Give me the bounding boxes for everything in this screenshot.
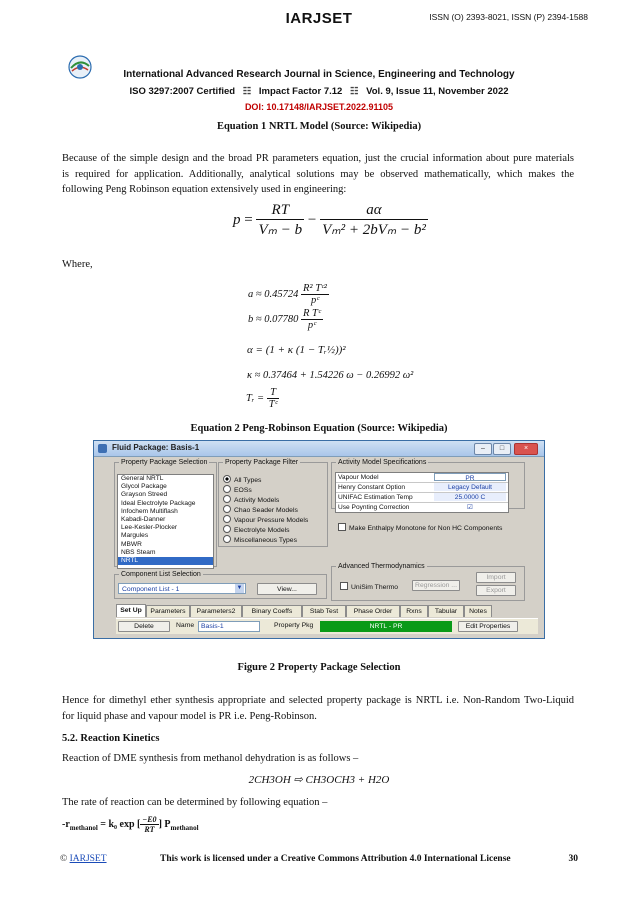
figure2-caption: Figure 2 Property Package Selection [237, 662, 401, 673]
pp-filter-legend: Property Package Filter [225, 459, 299, 466]
table-row[interactable]: Use Poynting Correction ☑ [336, 503, 508, 512]
where-label: Where, [62, 259, 93, 270]
unisim-checkbox[interactable]: UniSim Thermo [340, 582, 398, 591]
tab-notes[interactable]: Notes [464, 605, 492, 617]
list-item[interactable]: NBS Steam [121, 548, 156, 556]
text-line: following Peng Robinson equation extensively used in engineering: [62, 184, 347, 195]
delete-button[interactable]: Delete [118, 621, 170, 632]
journal-meta [0, 86, 638, 97]
list-item[interactable]: Ideal Electrolyte Package [121, 499, 196, 507]
tab-stab-test[interactable]: Stab Test [302, 605, 346, 617]
table-row[interactable]: Henry Constant Option Legacy Default [336, 483, 508, 493]
table-row[interactable]: UNIFAC Estimation Temp 25.0000 C [336, 493, 508, 503]
filter-radio-chao[interactable]: Chao Seader Models [223, 505, 298, 514]
radio-icon [223, 535, 231, 543]
window-titlebar [94, 441, 544, 457]
edit-properties-button[interactable]: Edit Properties [458, 621, 518, 632]
journal-brand: IARJSET [285, 10, 353, 27]
activity-grid [335, 472, 509, 513]
equation2-caption: Equation 2 Peng-Robinson Equation (Source: Wikipedia) [190, 423, 448, 434]
radio-icon [223, 525, 231, 533]
radio-icon [223, 515, 231, 523]
pp-label: Property Pkg [274, 622, 314, 629]
adv-thermo-group [331, 563, 525, 601]
export-button[interactable]: Export [476, 585, 516, 596]
pp-filter-group [218, 459, 328, 547]
text-line: Because of the simple design and the broad PR parameters equation, just the crucial information about pure materials [62, 153, 574, 164]
radio-checked-icon [223, 475, 231, 483]
copyright: © IARJSET [60, 854, 107, 864]
pr-equation: p = $\frac{RT}{\text{Vₘ − b}}$ − $\frac{a\alpha}{\text{Vₘ² + 2bVₘ − b²}}$ [233, 202, 426, 238]
param-b: b ≈ 0.07780 $\frac{\text{R Tᶜ}}{\text{pᶜ}}$ [248, 308, 321, 331]
name-label: Name [176, 622, 195, 629]
adv-thermo-legend: Advanced Thermodynamics [338, 563, 425, 570]
separator-icon: ☷ [349, 86, 359, 97]
list-item[interactable]: General NRTL [121, 475, 164, 482]
equation1-caption: Equation 1 NRTL Model (Source: Wikipedia) [216, 121, 422, 132]
journal-name: International Advanced Research Journal in Science, Engineering and Technology [123, 69, 515, 80]
reaction-equation: 2CH3OH ⇨ CH3OCH3 + H2O [248, 774, 390, 786]
rate-equation: $-r_{methanol} = k_0$ exp [ $\frac{-E0}{RT}$ ] $P_{methanol}$ [62, 815, 199, 834]
tab-parameters2[interactable]: Parameters2 [190, 605, 242, 617]
filter-radio-eos[interactable]: EOSs [223, 485, 252, 494]
bottom-bar [116, 618, 538, 634]
activity-specs-group [331, 459, 525, 509]
checkbox-icon [338, 523, 346, 531]
impact-factor: Impact Factor 7.12 [258, 86, 343, 97]
radio-icon [223, 495, 231, 503]
page-number: 30 [568, 854, 578, 864]
filter-radio-activity[interactable]: Activity Models [223, 495, 279, 504]
list-item[interactable]: Kabadi-Danner [121, 515, 166, 523]
activity-specs-legend: Activity Model Specifications [338, 459, 427, 466]
doi-link[interactable]: DOI: 10.17148/IARJSET.2022.91105 [244, 102, 394, 112]
enthalpy-checkbox[interactable]: Make Enthalpy Monotone for Non HC Components [338, 523, 502, 532]
table-row[interactable]: Vapour Model PR [336, 473, 508, 483]
param-alpha: α = (1 + κ (1 − Tᵣ½))² [247, 344, 346, 356]
paragraph-package-choice [62, 693, 574, 724]
view-button[interactable]: View... [257, 583, 317, 595]
param-tr: Tᵣ = $\frac{T}{\text{Tᶜ}}$ [246, 387, 278, 410]
filter-radio-all[interactable]: All Types [223, 475, 261, 484]
close-button[interactable]: × [514, 443, 538, 455]
param-kappa: κ ≈ 0.37464 + 1.54226 ω − 0.26992 ω² [247, 370, 414, 381]
fluid-package-window [93, 440, 545, 639]
list-item[interactable]: Lee-Kesler-Plocker [121, 524, 178, 532]
poynting-check-icon: ☑ [467, 504, 473, 511]
list-item-selected[interactable]: NRTL [118, 557, 213, 565]
radio-icon [223, 505, 231, 513]
component-list-legend: Component List Selection [121, 571, 201, 578]
tab-tabular[interactable]: Tabular [428, 605, 464, 617]
param-a: a ≈ 0.45724 $\frac{\text{R² Tᶜ²}}{\text{pᶜ}}$ [248, 283, 327, 306]
pp-selection-group [114, 459, 217, 567]
app-icon [98, 444, 107, 453]
list-item[interactable]: Glycol Package [121, 483, 167, 491]
filter-radio-electrolyte[interactable]: Electrolyte Models [223, 525, 290, 534]
license-text: This work is licensed under a Creative Commons Attribution 4.0 International License [160, 854, 511, 864]
text-line: Hence for dimethyl ether synthesis appropriate and selected property package is NRTL i.e. Non-Random Two-Liquid [62, 695, 574, 706]
list-item[interactable]: Infochem Multiflash [121, 507, 178, 515]
iarjset-link[interactable]: IARJSET [69, 854, 107, 864]
paragraph-pr-intro [62, 151, 574, 198]
component-list-group [114, 571, 327, 599]
tab-rxns[interactable]: Rxns [400, 605, 428, 617]
text-line: is required for application. Additionally, analytical solutions may be observed mathematically, which makes the [62, 168, 574, 180]
pp-list[interactable] [117, 474, 214, 569]
radio-icon [223, 485, 231, 493]
chevron-down-icon[interactable]: ▼ [236, 585, 243, 591]
paragraph-reaction: Reaction of DME synthesis from methanol dehydration is as follows – [62, 753, 359, 764]
filter-radio-misc[interactable]: Miscellaneous Types [223, 535, 297, 544]
filter-radio-vapour[interactable]: Vapour Pressure Models [223, 515, 308, 524]
import-button[interactable]: Import [476, 572, 516, 583]
volume-issue: Vol. 9, Issue 11, November 2022 [366, 86, 509, 97]
issn-text: ISSN (O) 2393-8021, ISSN (P) 2394-1588 [429, 12, 588, 22]
text-line: for liquid phase and vapour model is PR i.e. Peng-Robinson. [62, 710, 317, 722]
tab-parameters[interactable]: Parameters [146, 605, 190, 617]
tab-phase-order[interactable]: Phase Order [346, 605, 400, 617]
minimize-button[interactable]: – [474, 443, 492, 455]
checkbox-icon [340, 582, 348, 590]
window-title: Fluid Package: Basis-1 [112, 443, 200, 452]
paragraph-rate: The rate of reaction can be determined by following equation – [62, 797, 328, 808]
pp-selection-legend: Property Package Selection [121, 459, 208, 466]
section-heading: 5.2. Reaction Kinetics [62, 733, 160, 744]
iso-cert: ISO 3297:2007 Certified [129, 86, 236, 97]
maximize-button[interactable]: □ [493, 443, 511, 455]
tab-setup[interactable]: Set Up [116, 604, 146, 617]
list-item[interactable]: Grayson Streed [121, 491, 168, 499]
component-list-select[interactable]: Component List - 1 ▼ [118, 583, 246, 594]
list-item[interactable]: MBWR [121, 540, 142, 548]
regression-button[interactable]: Regression ... [412, 580, 460, 591]
list-item[interactable]: Margules [121, 532, 149, 540]
tab-binary-coeffs[interactable]: Binary Coeffs [242, 605, 302, 617]
separator-icon: ☷ [242, 86, 252, 97]
name-input[interactable]: Basis-1 [198, 621, 260, 632]
pp-status-bar: NRTL - PR [320, 621, 452, 632]
